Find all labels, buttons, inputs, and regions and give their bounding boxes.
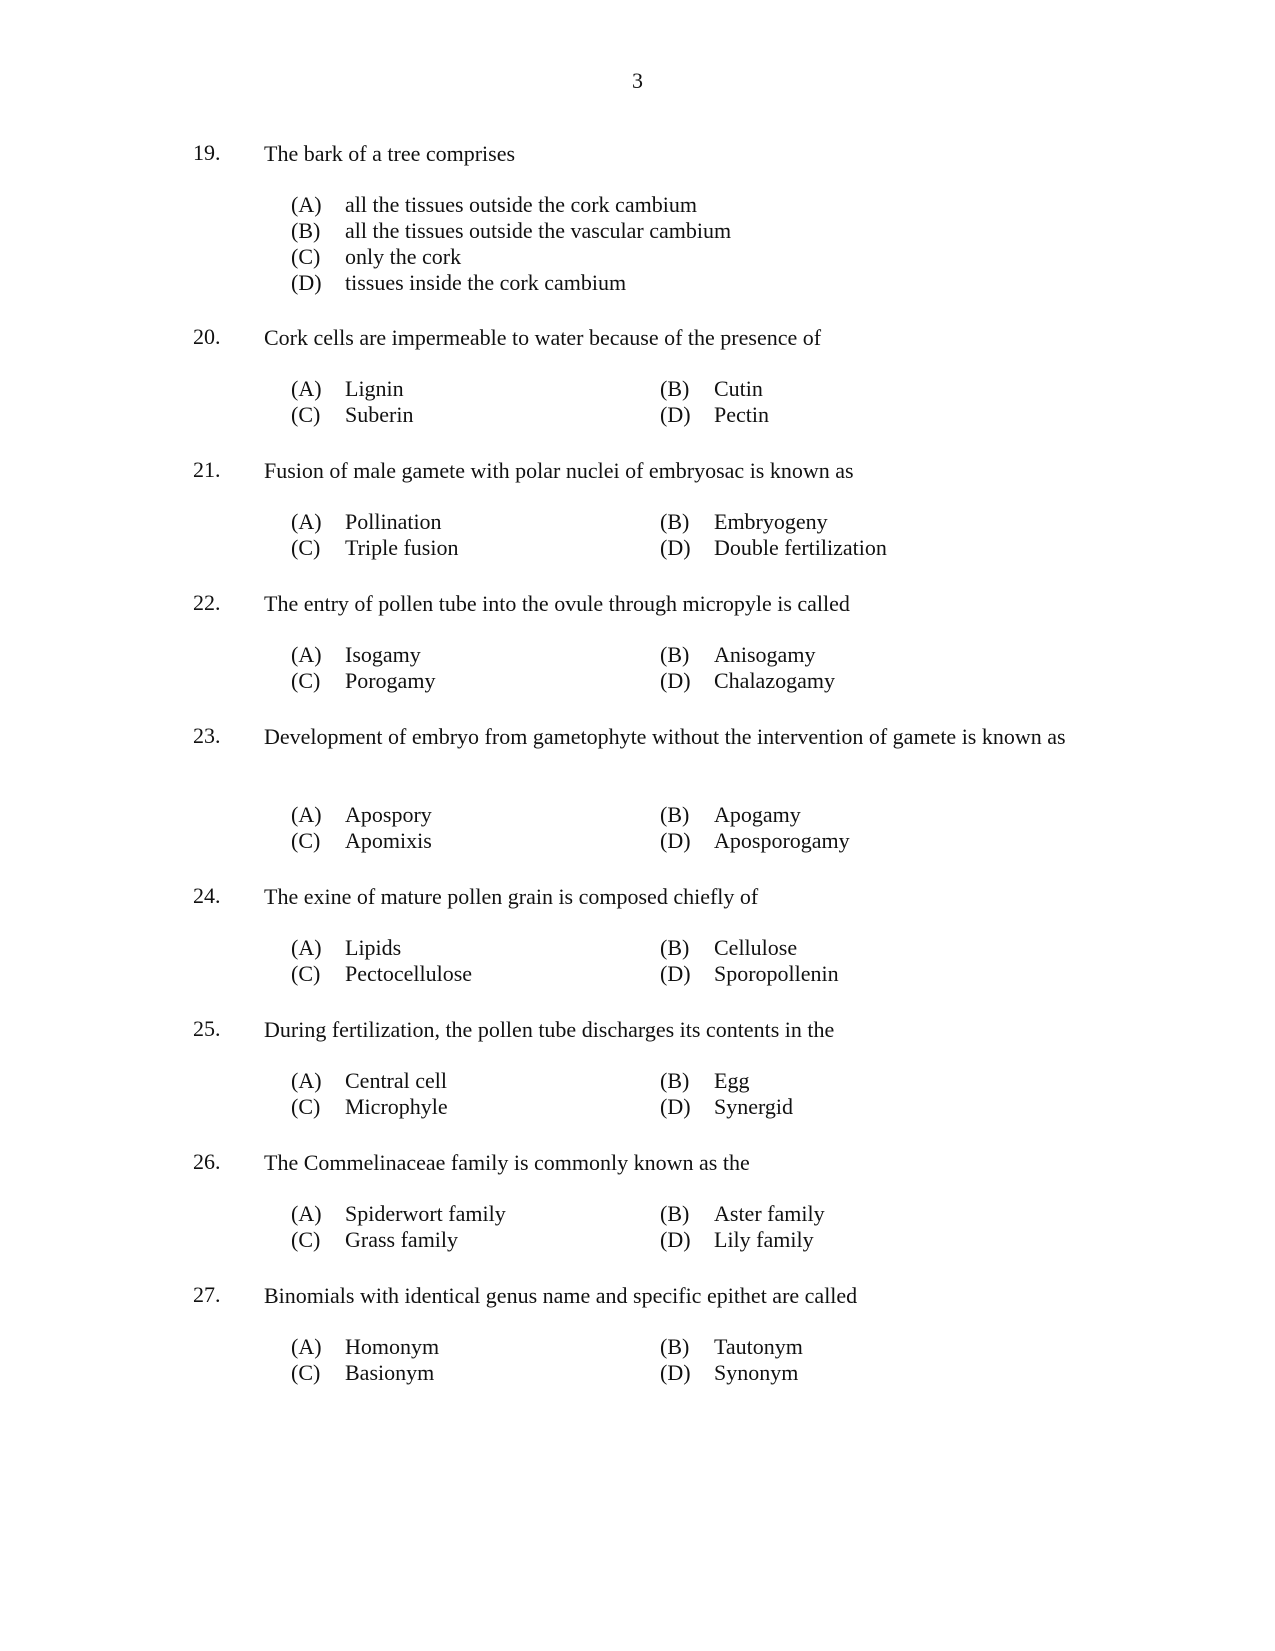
- question-text: Cork cells are impermeable to water because of the presence of: [264, 325, 822, 350]
- option-text: Microphyle: [345, 1094, 448, 1119]
- question-number: 25.: [193, 1016, 221, 1041]
- option-letter: (B): [660, 642, 690, 667]
- question-text: During fertilization, the pollen tube discharges its contents in the: [264, 1017, 835, 1042]
- option-text: Aposporogamy: [714, 828, 850, 853]
- question-number: 20.: [193, 324, 221, 349]
- option-text: Triple fusion: [345, 535, 459, 560]
- option-text: Grass family: [345, 1227, 459, 1252]
- option-letter: (D): [660, 402, 691, 427]
- question-number: 27.: [193, 1282, 221, 1307]
- option-text: Porogamy: [345, 668, 436, 693]
- option-text: Aster family: [714, 1201, 825, 1226]
- option-letter: (B): [660, 802, 690, 827]
- option-text: Basionym: [345, 1360, 435, 1385]
- option-text: Double fertilization: [714, 535, 887, 560]
- option-text: Pectin: [714, 402, 769, 427]
- option-letter: (C): [291, 1360, 321, 1385]
- option-letter: (C): [291, 961, 321, 986]
- option-letter: (D): [660, 668, 691, 693]
- option-letter: (C): [291, 828, 321, 853]
- option-letter: (C): [291, 535, 321, 560]
- option-letter: (D): [660, 1360, 691, 1385]
- option-text: Egg: [714, 1068, 750, 1093]
- option-text: Embryogeny: [714, 509, 828, 534]
- option-letter: (A): [291, 509, 322, 534]
- option-letter: (A): [291, 1068, 322, 1093]
- question-number: 23.: [193, 723, 221, 748]
- option-letter: (A): [291, 376, 322, 401]
- option-text: Synonym: [714, 1360, 799, 1385]
- question-number: 21.: [193, 457, 221, 482]
- option-letter: (A): [291, 802, 322, 827]
- option-text: only the cork: [345, 244, 462, 269]
- option-letter: (B): [660, 509, 690, 534]
- option-letter: (C): [291, 1094, 321, 1119]
- page-number: 3: [632, 68, 643, 93]
- option-text: Apomixis: [345, 828, 432, 853]
- option-letter: (D): [291, 270, 322, 295]
- option-text: Anisogamy: [714, 642, 816, 667]
- option-letter: (A): [291, 642, 322, 667]
- option-text: Synergid: [714, 1094, 794, 1119]
- option-text: Chalazogamy: [714, 668, 835, 693]
- question-text: The bark of a tree comprises: [264, 141, 516, 166]
- question-number: 26.: [193, 1149, 221, 1174]
- option-letter: (D): [660, 1227, 691, 1252]
- option-text: Central cell: [345, 1068, 448, 1093]
- option-letter: (B): [291, 218, 321, 243]
- question-text: Binomials with identical genus name and specific epithet are called: [264, 1283, 858, 1308]
- question-number: 22.: [193, 590, 221, 615]
- option-letter: (B): [660, 935, 690, 960]
- option-text: Pectocellulose: [345, 961, 473, 986]
- option-letter: (C): [291, 402, 321, 427]
- option-letter: (A): [291, 1334, 322, 1359]
- option-text: Sporopollenin: [714, 961, 839, 986]
- option-letter: (A): [291, 192, 322, 217]
- option-letter: (D): [660, 535, 691, 560]
- option-letter: (A): [291, 935, 322, 960]
- option-letter: (C): [291, 668, 321, 693]
- option-text: Isogamy: [345, 642, 421, 667]
- option-text: all the tissues outside the cork cambium: [345, 192, 697, 217]
- option-letter: (D): [660, 1094, 691, 1119]
- option-text: Spiderwort family: [345, 1201, 506, 1226]
- question-text: The exine of mature pollen grain is composed chiefly of: [264, 884, 759, 909]
- option-text: tissues inside the cork cambium: [345, 270, 627, 295]
- option-text: Lily family: [714, 1227, 814, 1252]
- question-number: 19.: [193, 140, 221, 165]
- option-letter: (B): [660, 1068, 690, 1093]
- option-letter: (C): [291, 244, 321, 269]
- option-letter: (D): [660, 961, 691, 986]
- option-text: Suberin: [345, 402, 414, 427]
- option-text: Cutin: [714, 376, 763, 401]
- option-text: Cellulose: [714, 935, 798, 960]
- option-letter: (B): [660, 1334, 690, 1359]
- option-text: Apospory: [345, 802, 432, 827]
- question-text: The entry of pollen tube into the ovule through micropyle is called: [264, 591, 850, 616]
- option-text: Apogamy: [714, 802, 801, 827]
- option-letter: (C): [291, 1227, 321, 1252]
- question-number: 24.: [193, 883, 221, 908]
- option-letter: (B): [660, 376, 690, 401]
- option-text: all the tissues outside the vascular cambium: [345, 218, 732, 243]
- option-text: Pollination: [345, 509, 442, 534]
- question-text: The Commelinaceae family is commonly known as the: [264, 1150, 750, 1175]
- option-text: Homonym: [345, 1334, 440, 1359]
- question-text: Development of embryo from gametophyte without the intervention of gamete is known as: [264, 724, 1066, 749]
- option-text: Lipids: [345, 935, 402, 960]
- option-letter: (D): [660, 828, 691, 853]
- question-text: Fusion of male gamete with polar nuclei of embryosac is known as: [264, 458, 854, 483]
- option-letter: (B): [660, 1201, 690, 1226]
- option-text: Lignin: [345, 376, 404, 401]
- option-letter: (A): [291, 1201, 322, 1226]
- option-text: Tautonym: [714, 1334, 803, 1359]
